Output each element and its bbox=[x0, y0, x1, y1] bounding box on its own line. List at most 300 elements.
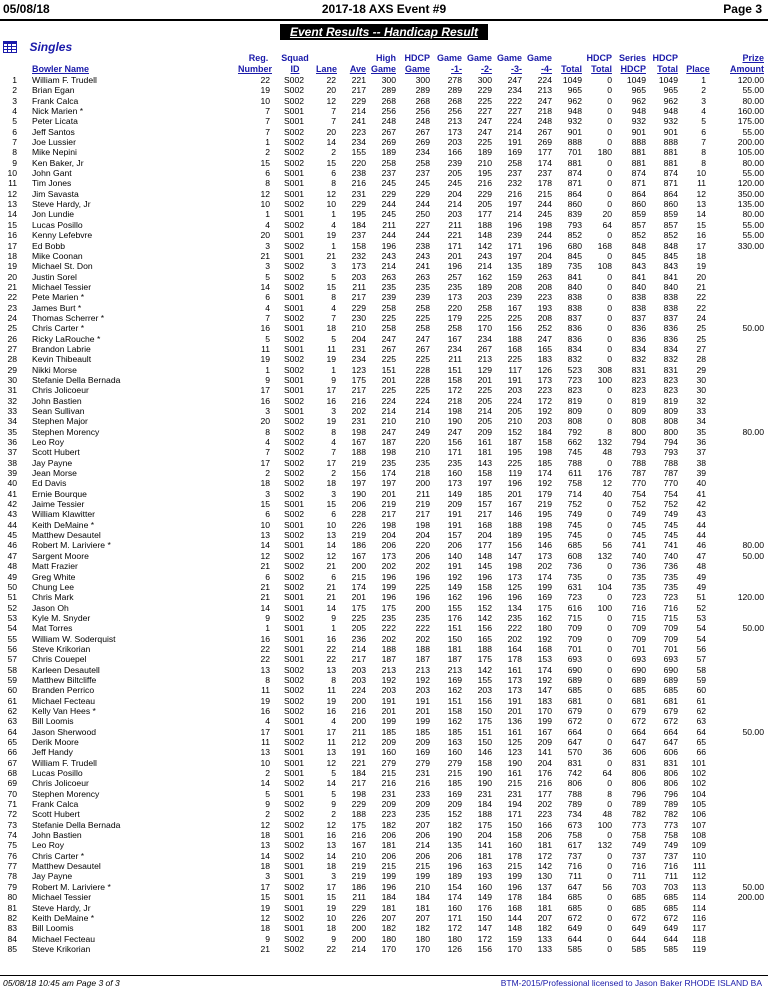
high-game: 215 bbox=[381, 861, 396, 872]
game-2: 150 bbox=[477, 705, 492, 716]
place: 3 bbox=[701, 95, 706, 106]
lane: 11 bbox=[327, 737, 336, 747]
average: 203 bbox=[351, 271, 366, 282]
game-1: 185 bbox=[447, 778, 462, 789]
series-hdcp: 788 bbox=[631, 457, 646, 468]
bowler-name: Ed Davis bbox=[32, 478, 67, 489]
total: 680 bbox=[567, 240, 582, 251]
game-3: 171 bbox=[507, 240, 522, 251]
series-hdcp: 841 bbox=[631, 271, 646, 282]
squad-id: S001 bbox=[283, 178, 305, 189]
hdcp-sum-total: 793 bbox=[663, 447, 678, 458]
game-3: 202 bbox=[507, 633, 522, 644]
row-index: 41 bbox=[7, 488, 17, 499]
bowler-name: James Burt * bbox=[32, 302, 82, 313]
row-index: 23 bbox=[7, 302, 17, 313]
col-hdcp-sum-1: HDCP bbox=[652, 53, 678, 63]
hdcp-game: 213 bbox=[415, 664, 430, 675]
game-3: 135 bbox=[507, 261, 522, 272]
total: 881 bbox=[567, 157, 582, 168]
row-index: 2 bbox=[12, 85, 17, 96]
bowler-name: Kenny Lefebvre bbox=[32, 230, 93, 241]
place: 57 bbox=[696, 654, 706, 665]
game-1: 157 bbox=[447, 530, 462, 541]
squad-id: S001 bbox=[283, 250, 305, 261]
high-game: 206 bbox=[381, 830, 396, 841]
hdcp-total: 0 bbox=[607, 178, 612, 189]
row-index: 18 bbox=[7, 250, 17, 261]
average: 229 bbox=[351, 199, 366, 210]
squad-id: S001 bbox=[283, 499, 305, 510]
game-2: 197 bbox=[477, 478, 492, 489]
reg-number: 7 bbox=[265, 312, 270, 323]
hdcp-sum-total: 823 bbox=[663, 374, 678, 385]
table-row bbox=[0, 634, 768, 644]
hdcp-game: 181 bbox=[415, 902, 430, 913]
row-index: 5 bbox=[12, 116, 17, 127]
series-hdcp: 809 bbox=[631, 406, 646, 416]
high-game: 225 bbox=[381, 354, 396, 365]
average: 167 bbox=[351, 437, 366, 448]
bowler-name: Jay Payne bbox=[32, 457, 73, 468]
average: 216 bbox=[351, 178, 366, 189]
game-2: 181 bbox=[477, 447, 492, 458]
game-2: 146 bbox=[477, 747, 492, 758]
average: 186 bbox=[351, 540, 366, 551]
game-3: 201 bbox=[507, 488, 522, 499]
row-index: 81 bbox=[7, 902, 17, 913]
bowler-name: Chris Jolicoeur bbox=[32, 385, 89, 396]
game-1: 209 bbox=[447, 499, 462, 510]
average: 188 bbox=[351, 447, 366, 458]
hdcp-total: 0 bbox=[607, 199, 612, 210]
reg-number: 5 bbox=[265, 333, 270, 344]
hdcp-game: 222 bbox=[415, 623, 430, 634]
high-game: 199 bbox=[381, 716, 396, 727]
table-row bbox=[0, 158, 768, 168]
game-3: 195 bbox=[507, 447, 522, 458]
game-1: 215 bbox=[447, 768, 462, 779]
reg-number: 9 bbox=[265, 933, 270, 944]
row-index: 33 bbox=[7, 406, 17, 416]
bowler-name: Leo Roy bbox=[32, 437, 65, 448]
game-2: 142 bbox=[477, 664, 492, 675]
table-row bbox=[0, 934, 768, 944]
series-hdcp: 843 bbox=[631, 261, 646, 272]
table-row bbox=[0, 427, 768, 437]
row-index: 64 bbox=[7, 726, 17, 737]
game-3: 152 bbox=[507, 426, 522, 437]
total: 965 bbox=[567, 85, 582, 96]
place: 40 bbox=[696, 478, 706, 489]
table-row bbox=[0, 923, 768, 933]
high-game: 151 bbox=[381, 364, 396, 375]
row-index: 57 bbox=[7, 654, 17, 665]
total: 745 bbox=[567, 530, 582, 541]
row-index: 69 bbox=[7, 778, 17, 789]
reg-number: 21 bbox=[260, 561, 270, 572]
reg-number: 1 bbox=[265, 623, 270, 634]
squad-id: S001 bbox=[283, 116, 305, 127]
row-index: 13 bbox=[7, 199, 17, 210]
lane: 4 bbox=[331, 437, 336, 448]
hdcp-total: 0 bbox=[607, 799, 612, 810]
bowler-name: Steve Krikorian bbox=[32, 643, 91, 654]
row-index: 4 bbox=[12, 106, 17, 117]
hdcp-total: 64 bbox=[602, 768, 612, 779]
hdcp-game: 258 bbox=[415, 157, 430, 168]
game-2: 229 bbox=[477, 85, 492, 96]
squad-id: S002 bbox=[283, 364, 305, 375]
place: 44 bbox=[696, 519, 706, 530]
table-row bbox=[0, 685, 768, 695]
series-hdcp: 690 bbox=[631, 664, 646, 675]
hdcp-total: 0 bbox=[607, 302, 612, 313]
average: 219 bbox=[351, 861, 366, 872]
series-hdcp: 823 bbox=[631, 374, 646, 385]
game-1: 205 bbox=[447, 168, 462, 179]
game-3: 247 bbox=[507, 75, 522, 85]
game-4: 199 bbox=[537, 716, 552, 727]
game-2: 156 bbox=[477, 695, 492, 706]
game-1: 160 bbox=[447, 747, 462, 758]
total: 685 bbox=[567, 540, 582, 551]
col-series-2: HDCP bbox=[620, 64, 646, 74]
lane: 17 bbox=[326, 726, 336, 737]
total: 836 bbox=[567, 333, 582, 344]
game-2: 231 bbox=[477, 788, 492, 799]
average: 197 bbox=[351, 478, 366, 489]
row-index: 51 bbox=[7, 592, 17, 603]
game-2: 204 bbox=[477, 530, 492, 541]
place: 8 bbox=[701, 157, 706, 168]
place: 112 bbox=[692, 871, 706, 882]
game-3: 227 bbox=[507, 106, 522, 117]
squad-id: S001 bbox=[283, 623, 305, 634]
average: 198 bbox=[351, 788, 366, 799]
game-2: 225 bbox=[477, 137, 492, 148]
average: 229 bbox=[351, 302, 366, 313]
table-row bbox=[0, 778, 768, 788]
average: 231 bbox=[351, 416, 366, 427]
row-index: 15 bbox=[7, 219, 17, 230]
place: 56 bbox=[696, 643, 706, 654]
place: 107 bbox=[691, 819, 706, 830]
hdcp-sum-total: 845 bbox=[663, 250, 678, 261]
hdcp-game: 300 bbox=[415, 75, 430, 85]
place: 35 bbox=[696, 426, 706, 437]
game-1: 185 bbox=[447, 726, 462, 737]
game-4: 198 bbox=[537, 519, 552, 530]
average: 174 bbox=[351, 581, 366, 592]
series-hdcp: 752 bbox=[631, 499, 646, 510]
place: 17 bbox=[696, 240, 706, 251]
place: 33 bbox=[696, 406, 706, 416]
squad-id: S001 bbox=[283, 716, 305, 727]
game-2: 203 bbox=[477, 292, 492, 303]
hdcp-sum-total: 901 bbox=[663, 126, 678, 137]
bowler-name: Justin Sorel bbox=[32, 271, 77, 282]
squad-id: S001 bbox=[283, 788, 305, 799]
series-hdcp: 647 bbox=[631, 737, 646, 747]
total: 685 bbox=[567, 902, 582, 913]
table-row bbox=[0, 851, 768, 861]
squad-id: S001 bbox=[283, 602, 305, 613]
lane: 19 bbox=[326, 902, 336, 913]
hdcp-total: 104 bbox=[597, 581, 612, 592]
bowler-name: Michael St. Don bbox=[32, 261, 93, 272]
squad-id: S002 bbox=[283, 561, 305, 572]
place: 54 bbox=[696, 623, 706, 634]
game-4: 192 bbox=[537, 478, 552, 489]
game-3: 188 bbox=[507, 333, 522, 344]
table-row bbox=[0, 261, 768, 271]
hdcp-game: 258 bbox=[415, 302, 430, 313]
lane: 12 bbox=[326, 95, 336, 106]
reg-number: 14 bbox=[260, 602, 270, 613]
game-2: 148 bbox=[477, 230, 492, 241]
row-index: 49 bbox=[7, 571, 17, 582]
section-header bbox=[3, 38, 72, 52]
place: 51 bbox=[696, 592, 706, 603]
game-4: 189 bbox=[537, 261, 552, 272]
high-game: 206 bbox=[381, 850, 396, 861]
lane: 15 bbox=[326, 157, 336, 168]
hdcp-sum-total: 881 bbox=[663, 157, 678, 168]
total: 662 bbox=[567, 437, 582, 448]
game-2: 225 bbox=[477, 95, 492, 106]
col-g4-2: -4- bbox=[541, 64, 552, 74]
hdcp-game: 210 bbox=[415, 881, 430, 892]
game-2: 203 bbox=[477, 685, 492, 696]
total: 617 bbox=[567, 840, 582, 851]
hdcp-sum-total: 838 bbox=[663, 292, 678, 303]
squad-id: S002 bbox=[283, 281, 305, 292]
total: 723 bbox=[567, 374, 582, 385]
average: 216 bbox=[351, 830, 366, 841]
high-game: 244 bbox=[381, 230, 396, 241]
game-4: 224 bbox=[537, 75, 552, 85]
game-3: 224 bbox=[507, 116, 522, 127]
hdcp-sum-total: 857 bbox=[663, 219, 678, 230]
game-2: 151 bbox=[477, 726, 492, 737]
reg-number: 4 bbox=[265, 437, 270, 448]
prize-amount: 50.00 bbox=[742, 323, 764, 334]
hdcp-sum-total: 679 bbox=[663, 705, 678, 716]
series-hdcp: 857 bbox=[631, 219, 646, 230]
game-4: 137 bbox=[537, 881, 552, 892]
reg-number: 7 bbox=[265, 126, 270, 137]
game-2: 205 bbox=[477, 416, 492, 427]
place: 105 bbox=[691, 799, 706, 810]
place: 113 bbox=[692, 881, 706, 892]
squad-id: S002 bbox=[283, 850, 305, 861]
average: 210 bbox=[351, 850, 366, 861]
row-index: 61 bbox=[7, 695, 17, 706]
hdcp-total: 0 bbox=[607, 323, 612, 334]
bowler-name: Michael Fecteau bbox=[32, 695, 96, 706]
game-3: 164 bbox=[507, 643, 522, 654]
place: 49 bbox=[696, 581, 706, 592]
place: 38 bbox=[696, 457, 706, 468]
game-2: 267 bbox=[477, 343, 492, 354]
bowler-name: Chris Carter * bbox=[32, 850, 85, 861]
bowler-name: Ricky LaRouche * bbox=[32, 333, 101, 344]
prize-amount: 50.00 bbox=[742, 550, 764, 561]
game-1: 162 bbox=[447, 716, 462, 727]
average: 219 bbox=[351, 457, 366, 468]
lane: 15 bbox=[326, 499, 336, 510]
place: 12 bbox=[696, 188, 706, 199]
hdcp-sum-total: 794 bbox=[663, 437, 678, 448]
place: 24 bbox=[696, 312, 706, 323]
high-game: 225 bbox=[381, 385, 396, 396]
hdcp-sum-total: 819 bbox=[663, 395, 678, 406]
squad-id: S002 bbox=[283, 354, 305, 365]
game-2: 158 bbox=[477, 581, 492, 592]
place: 18 bbox=[696, 250, 706, 261]
series-hdcp: 834 bbox=[631, 343, 646, 354]
squad-id: S002 bbox=[283, 809, 305, 820]
hdcp-game: 210 bbox=[415, 416, 430, 427]
lane: 13 bbox=[326, 530, 336, 541]
hdcp-sum-total: 735 bbox=[663, 581, 678, 592]
place: 62 bbox=[696, 705, 706, 716]
average: 201 bbox=[351, 592, 366, 603]
row-index: 29 bbox=[7, 364, 17, 375]
report-date: 05/08/18 bbox=[3, 2, 50, 16]
hdcp-total: 48 bbox=[602, 809, 612, 820]
average: 226 bbox=[351, 912, 366, 923]
game-4: 204 bbox=[537, 757, 552, 768]
high-game: 182 bbox=[381, 923, 396, 934]
high-game: 223 bbox=[381, 809, 396, 820]
game-4: 133 bbox=[537, 933, 552, 944]
game-3: 194 bbox=[507, 799, 522, 810]
total: 649 bbox=[567, 923, 582, 934]
series-hdcp: 881 bbox=[631, 147, 646, 158]
place: 8 bbox=[701, 147, 706, 158]
bowler-name: Michael Fecteau bbox=[32, 933, 96, 944]
row-index: 80 bbox=[7, 892, 17, 903]
high-game: 203 bbox=[381, 685, 396, 696]
place: 117 bbox=[692, 923, 706, 934]
row-index: 52 bbox=[7, 602, 17, 613]
place: 30 bbox=[696, 385, 706, 396]
prize-amount: 55.00 bbox=[742, 126, 764, 137]
game-4: 202 bbox=[537, 799, 552, 810]
col-squad-2: ID bbox=[290, 64, 300, 74]
series-hdcp: 703 bbox=[631, 881, 646, 892]
high-game: 235 bbox=[381, 457, 396, 468]
table-row bbox=[0, 282, 768, 292]
average: 200 bbox=[351, 933, 366, 944]
hdcp-total: 48 bbox=[602, 447, 612, 458]
average: 191 bbox=[351, 747, 366, 758]
table-row bbox=[0, 603, 768, 613]
hdcp-total: 0 bbox=[607, 923, 612, 934]
series-hdcp: 672 bbox=[631, 912, 646, 923]
game-3: 239 bbox=[507, 230, 522, 241]
hdcp-game: 217 bbox=[415, 509, 430, 520]
average: 211 bbox=[352, 726, 366, 737]
game-1: 172 bbox=[447, 923, 462, 934]
hdcp-game: 196 bbox=[415, 571, 430, 582]
series-hdcp: 782 bbox=[631, 809, 646, 820]
reg-number: 14 bbox=[260, 540, 270, 551]
table-row bbox=[0, 727, 768, 737]
total: 792 bbox=[567, 426, 582, 437]
hdcp-game: 256 bbox=[415, 106, 430, 117]
reg-number: 21 bbox=[260, 250, 270, 261]
reg-number: 18 bbox=[260, 830, 270, 841]
table-row bbox=[0, 871, 768, 881]
hdcp-game: 202 bbox=[415, 561, 430, 572]
squad-id: S002 bbox=[283, 571, 305, 582]
table-row bbox=[0, 116, 768, 126]
average: 200 bbox=[351, 923, 366, 934]
series-hdcp: 800 bbox=[631, 426, 646, 437]
prize-amount: 200.00 bbox=[737, 892, 764, 903]
reg-number: 7 bbox=[265, 106, 270, 117]
hdcp-total: 176 bbox=[597, 468, 612, 479]
hdcp-game: 235 bbox=[415, 809, 430, 820]
game-3: 201 bbox=[507, 705, 522, 716]
hdcp-sum-total: 881 bbox=[663, 147, 678, 158]
average: 190 bbox=[351, 488, 366, 499]
series-hdcp: 848 bbox=[631, 240, 646, 251]
game-2: 243 bbox=[477, 250, 492, 261]
row-index: 37 bbox=[7, 447, 17, 458]
row-index: 28 bbox=[7, 354, 17, 365]
game-2: 148 bbox=[477, 550, 492, 561]
total: 679 bbox=[567, 705, 582, 716]
hdcp-sum-total: 806 bbox=[663, 768, 678, 779]
hdcp-total: 12 bbox=[602, 478, 612, 489]
bowler-name: John Bastien bbox=[32, 830, 82, 841]
average: 211 bbox=[352, 281, 366, 292]
hdcp-game: 250 bbox=[415, 209, 430, 220]
total: 840 bbox=[567, 281, 582, 292]
high-game: 245 bbox=[381, 178, 396, 189]
hdcp-sum-total: 736 bbox=[663, 561, 678, 572]
reg-number: 14 bbox=[260, 850, 270, 861]
hdcp-sum-total: 745 bbox=[663, 530, 678, 541]
game-3: 158 bbox=[507, 830, 522, 841]
lane: 12 bbox=[326, 550, 336, 561]
place: 52 bbox=[696, 602, 706, 613]
game-2: 165 bbox=[477, 633, 492, 644]
game-3: 225 bbox=[507, 312, 522, 323]
series-hdcp: 685 bbox=[631, 892, 646, 903]
game-2: 150 bbox=[477, 737, 492, 747]
place: 25 bbox=[696, 323, 706, 334]
prize-amount: 120.00 bbox=[737, 592, 764, 603]
prize-amount: 80.00 bbox=[742, 157, 764, 168]
squad-id: S001 bbox=[283, 861, 305, 872]
row-index: 42 bbox=[7, 499, 17, 510]
hdcp-game: 231 bbox=[415, 768, 430, 779]
hdcp-total: 0 bbox=[607, 137, 612, 148]
game-1: 235 bbox=[447, 281, 462, 292]
bowler-name: Stephen Major bbox=[32, 416, 88, 427]
total: 788 bbox=[567, 457, 582, 468]
lane: 21 bbox=[326, 250, 336, 261]
average: 231 bbox=[351, 343, 366, 354]
bowler-name: Kelly Van Hees * bbox=[32, 705, 96, 716]
reg-number: 16 bbox=[260, 323, 270, 334]
game-2: 188 bbox=[477, 809, 492, 820]
